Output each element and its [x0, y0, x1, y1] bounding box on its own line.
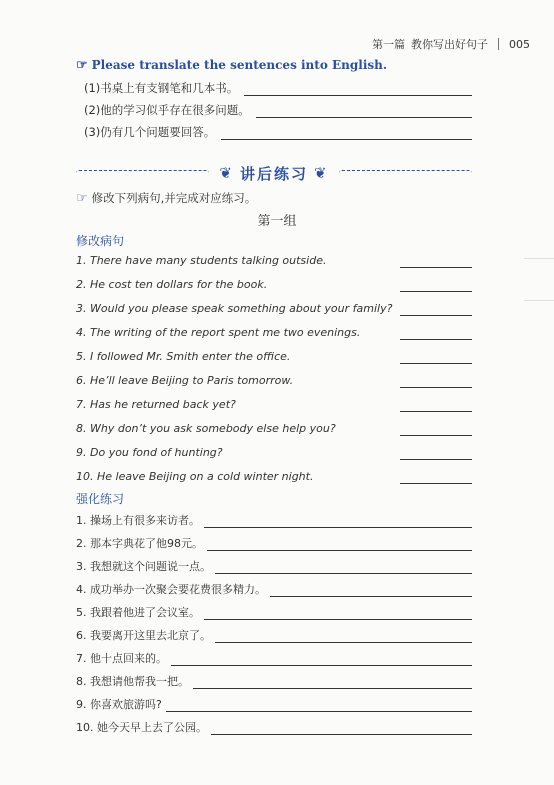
- pointing-hand-icon: ☞: [76, 57, 88, 73]
- translate-instruction: [76, 58, 387, 72]
- correct-item: 1. There have many students talking outside.: [76, 254, 472, 270]
- answer-line[interactable]: [270, 584, 472, 597]
- answer-line[interactable]: [211, 722, 472, 735]
- chapter-label: 第一篇: [372, 38, 405, 51]
- reinforce-item: 10. 她今天早上去了公园。: [76, 719, 472, 735]
- answer-line[interactable]: [215, 561, 472, 574]
- answer-line[interactable]: [221, 127, 472, 140]
- correct-item: 6. He’ll leave Beijing to Paris tomorrow.: [76, 374, 472, 390]
- banner-title: 讲后练习: [240, 164, 309, 183]
- answer-line[interactable]: [171, 653, 472, 666]
- reinforce-item: 6. 我要离开这里去北京了。: [76, 627, 472, 643]
- correct-item: 5. I followed Mr. Smith enter the office.: [76, 350, 472, 366]
- answer-blank[interactable]: [400, 459, 472, 460]
- group-title: 第一组: [257, 214, 297, 229]
- wing-icon: ❦: [314, 164, 329, 182]
- correct-section-label: 修改病句: [76, 234, 125, 248]
- correct-item: 7. Has he returned back yet?: [76, 398, 472, 414]
- answer-line[interactable]: [244, 83, 472, 96]
- correct-item: 9. Do you fond of hunting?: [76, 446, 472, 462]
- wing-icon: ❦: [219, 164, 234, 182]
- reinforce-item: 7. 他十点回来的。: [76, 650, 472, 666]
- correct-item: 8. Why don’t you ask somebody else help you?: [76, 422, 472, 438]
- answer-line[interactable]: [207, 538, 472, 551]
- answer-line[interactable]: [215, 630, 472, 643]
- translate-instruction-text: Please translate the sentences into English.: [91, 58, 388, 72]
- correct-item: 3. Would you please speak something about your family?: [76, 302, 472, 318]
- header-divider: [498, 38, 499, 50]
- practice-banner: [76, 161, 472, 185]
- reinforce-item: 5. 我跟着他进了会议室。: [76, 604, 472, 620]
- correct-item: 2. He cost ten dollars for the book.: [76, 278, 472, 294]
- translate-item: (1)书桌上有支钢笔和几本书。: [84, 80, 472, 96]
- reinforce-section-label: 强化练习: [76, 492, 125, 506]
- answer-line[interactable]: [193, 676, 472, 689]
- practice-instruction: ☞ 修改下列病句,并完成对应练习。: [76, 190, 257, 206]
- reinforce-item: 3. 我想就这个问题说一点。: [76, 558, 472, 574]
- translate-item: (2)他的学习似乎存在很多问题。: [84, 102, 472, 118]
- translate-item: (3)仍有几个问题要回答。: [84, 124, 472, 140]
- reinforce-item: 4. 成功举办一次聚会要花费很多精力。: [76, 581, 472, 597]
- answer-blank[interactable]: [400, 483, 472, 484]
- page-number: 005: [509, 37, 530, 51]
- answer-line[interactable]: [204, 515, 472, 528]
- answer-line[interactable]: [256, 105, 472, 118]
- answer-blank[interactable]: [400, 435, 472, 436]
- answer-blank[interactable]: [400, 315, 472, 316]
- reinforce-item: 1. 操场上有很多来访者。: [76, 512, 472, 528]
- page-header: [372, 36, 530, 52]
- answer-blank[interactable]: [400, 411, 472, 412]
- scan-edge-mark: [524, 258, 554, 259]
- section-label: 教你写出好句子: [411, 38, 488, 51]
- answer-blank[interactable]: [400, 339, 472, 340]
- answer-blank[interactable]: [400, 363, 472, 364]
- correct-item: 4. The writing of the report spent me two evenings.: [76, 326, 472, 342]
- reinforce-item: 9. 你喜欢旅游吗?: [76, 696, 472, 712]
- reinforce-item: 2. 那本字典花了他98元。: [76, 535, 472, 551]
- answer-line[interactable]: [204, 607, 472, 620]
- answer-blank[interactable]: [400, 291, 472, 292]
- reinforce-item: 8. 我想请他帮我一把。: [76, 673, 472, 689]
- scan-edge-mark: [524, 300, 554, 301]
- pointing-hand-icon: ☞: [76, 190, 88, 206]
- wave-decoration: [339, 170, 472, 177]
- answer-blank[interactable]: [400, 387, 472, 388]
- answer-line[interactable]: [166, 699, 472, 712]
- wave-decoration: [76, 170, 209, 177]
- correct-item: 10. He leave Beijing on a cold winter night.: [76, 470, 472, 486]
- answer-blank[interactable]: [400, 267, 472, 268]
